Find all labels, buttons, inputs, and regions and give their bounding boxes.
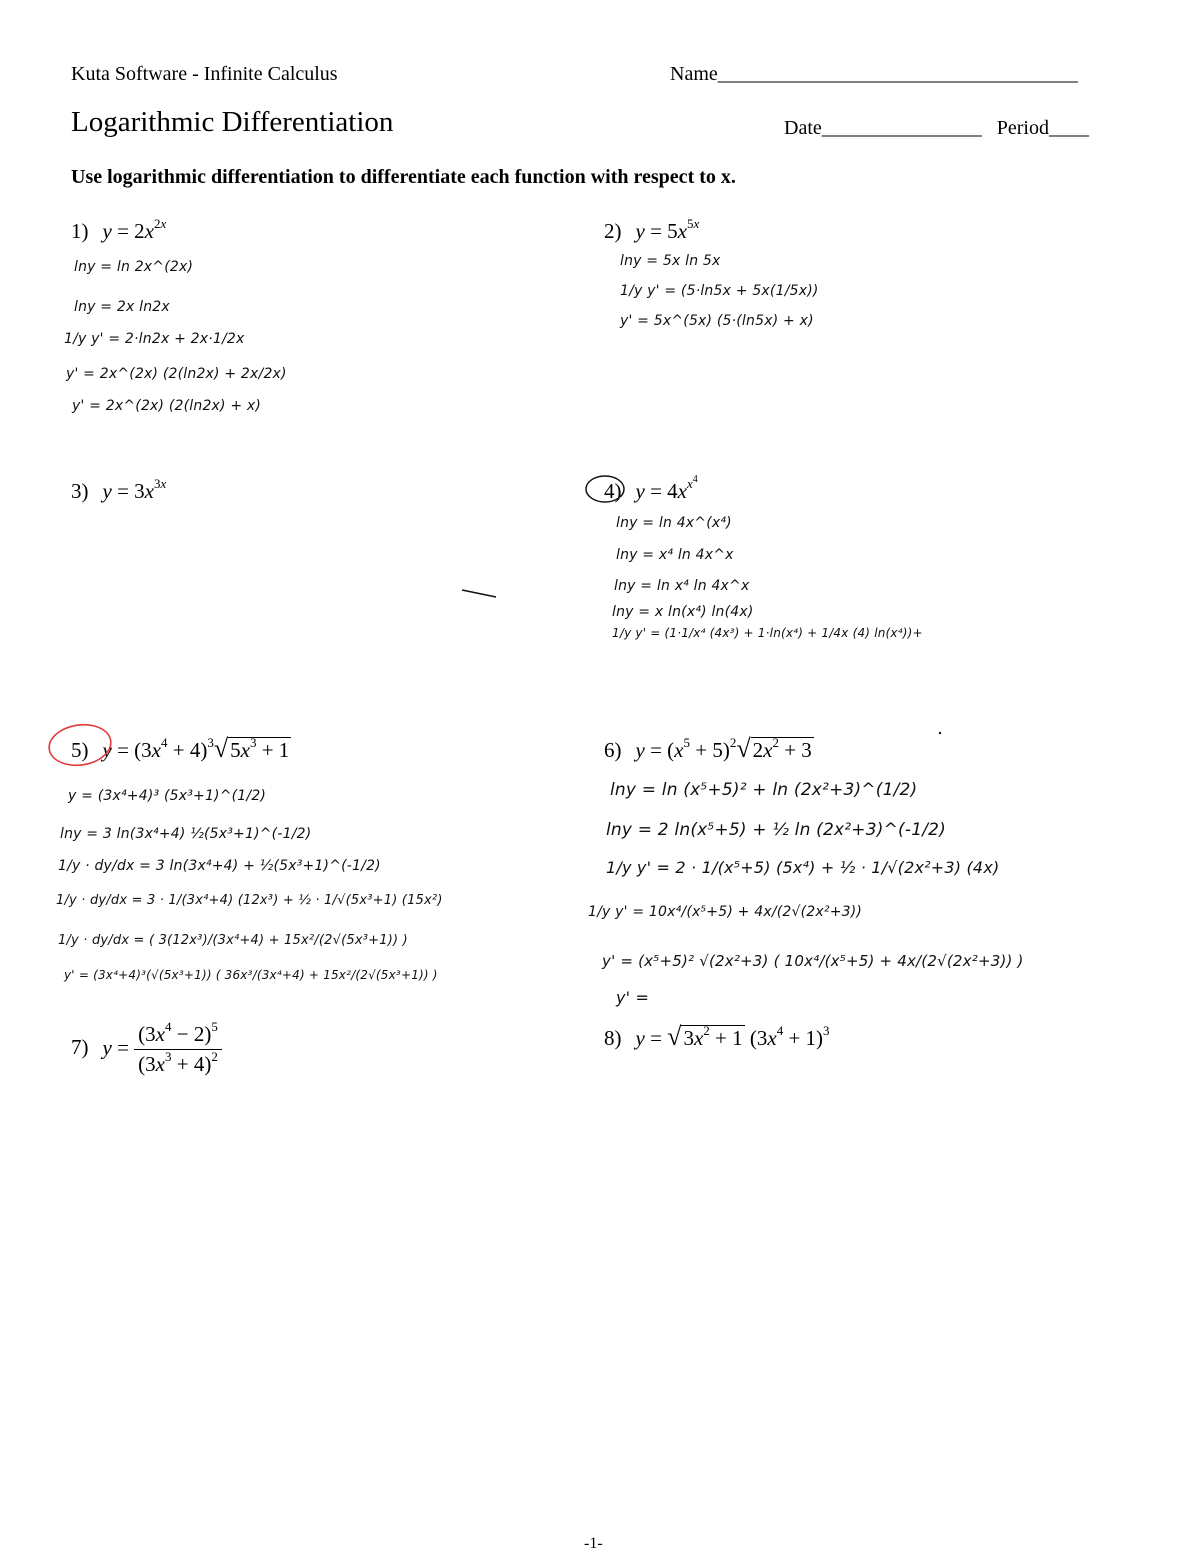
work-line: lny = ln (x⁵+5)² + ln (2x²+3)^(1/2) [610,780,918,800]
work-line: y' = (x⁵+5)² √(2x²+3) ( 10x⁴/(x⁵+5) + 4x/(2√(2x²+3)) ) [602,952,1024,970]
red-circle-mark [47,721,114,769]
work-line: lny = 2x ln2x [74,299,170,315]
date-blank: ________________ [821,117,982,139]
problem-number: 2) [604,219,622,243]
problem-6: 6) $y = (x^5 + 5)^2√2x^2 + 3$ [604,734,812,763]
page-number: -1- [584,1535,603,1552]
work-line: 1/y y' = (5·ln5x + 5x(1/5x)) [620,283,819,299]
problem-1: 1) $y = 2x^{2x}$ [71,216,167,243]
period-label: Period [996,117,1049,139]
work-line: y' = [616,988,650,1007]
fraction: $\frac{(3x^4 - 2)^5}{(3x^3 + 4)^2}$ [134,1022,222,1077]
problem-number: 5) [71,738,89,762]
work-line: 1/y y' = (1·1/x⁴ (4x³) + 1·ln(x⁴) + 1/4x (4) ln(x⁴))+ [612,626,923,640]
work-line: lny = 5x ln 5x [620,253,721,269]
problem-number: 3) [71,479,89,503]
problem-3: 3) $y = 3x^{3x}$ [71,476,167,503]
circle-mark [586,476,624,502]
problem-number: 8) [604,1026,622,1050]
work-line: y' = 2x^(2x) (2(ln2x) + 2x/2x) [66,366,287,382]
problem-4: 4) $y = 4x^{x^4}$ [604,474,698,503]
problem-number: 7) [71,1035,89,1060]
work-line: y' = 2x^(2x) (2(ln2x) + x) [72,398,262,414]
name-label: Name [670,63,718,85]
date-label: Date [784,117,822,139]
work-line: lny = 2 ln(x⁵+5) + ½ ln (2x²+3)^(-1/2) [606,820,946,840]
instructions: Use logarithmic differentiation to differentiate each function with respect to x. [71,166,736,188]
work-line: lny = x ln(x⁴) ln(4x) [612,604,754,620]
work-line: lny = x⁴ ln 4x^x [616,547,734,563]
work-line: y' = (3x⁴+4)³(√(5x³+1)) ( 36x³/(3x⁴+4) + 15x²/(2√(5x³+1)) ) [64,968,438,982]
problem-8: 8) $y = √3x^2 + 1$ $(3x^4 + 1)^3$ [604,1022,830,1051]
problem-number: 4) [604,479,622,503]
work-line: 1/y · dy/dx = 3 · 1/(3x⁴+4) (12x³) + ½ · 1/√(5x³+1) (15x²) [56,893,443,908]
work-line: 1/y · dy/dx = 3 ln(3x⁴+4) + ½(5x³+1)^(-1/2) [58,858,381,874]
work-line: y' = 5x^(5x) (5·(ln5x) + x) [620,313,814,329]
stray-dot-mark [939,732,941,734]
work-line: 1/y y' = 2 · 1/(x⁵+5) (5x⁴) + ½ · 1/√(2x²+3) (4x) [606,858,1000,877]
publisher-label: Kuta Software - Infinite Calculus [71,63,338,85]
work-line: lny = 3 ln(3x⁴+4) ½(5x³+1)^(-1/2) [60,826,312,842]
work-line: lny = ln 4x^(x⁴) [616,515,732,531]
period-blank: ____ [1048,117,1089,139]
work-line: 1/y · dy/dx = ( 3(12x³)/(3x⁴+4) + 15x²/(2√(5x³+1)) ) [58,933,408,948]
problem-5: 5) $y = (3x^4 + 4)^3√5x^3 + 1$ [71,734,290,763]
work-line: lny = ln 2x^(2x) [74,259,194,275]
work-line: y = (3x⁴+4)³ (5x³+1)^(1/2) [68,788,267,804]
problem-number: 1) [71,219,89,243]
work-line: lny = ln x⁴ ln 4x^x [614,578,750,594]
stray-dash-mark [462,590,496,597]
work-line: 1/y y' = 2·ln2x + 2x·1/2x [64,331,245,347]
problem-2: 2) $y = 5x^{5x}$ [604,216,700,243]
name-blank: ____________________________________ [717,63,1078,85]
problem-7: 7) y = $\frac{(3x^4 - 2)^5}{(3x^3 + 4)^2}$ [71,1022,222,1077]
problem-number: 6) [604,738,622,762]
work-line: 1/y y' = 10x⁴/(x⁵+5) + 4x/(2√(2x²+3)) [588,904,863,920]
worksheet-title: Logarithmic Differentiation [71,106,394,138]
